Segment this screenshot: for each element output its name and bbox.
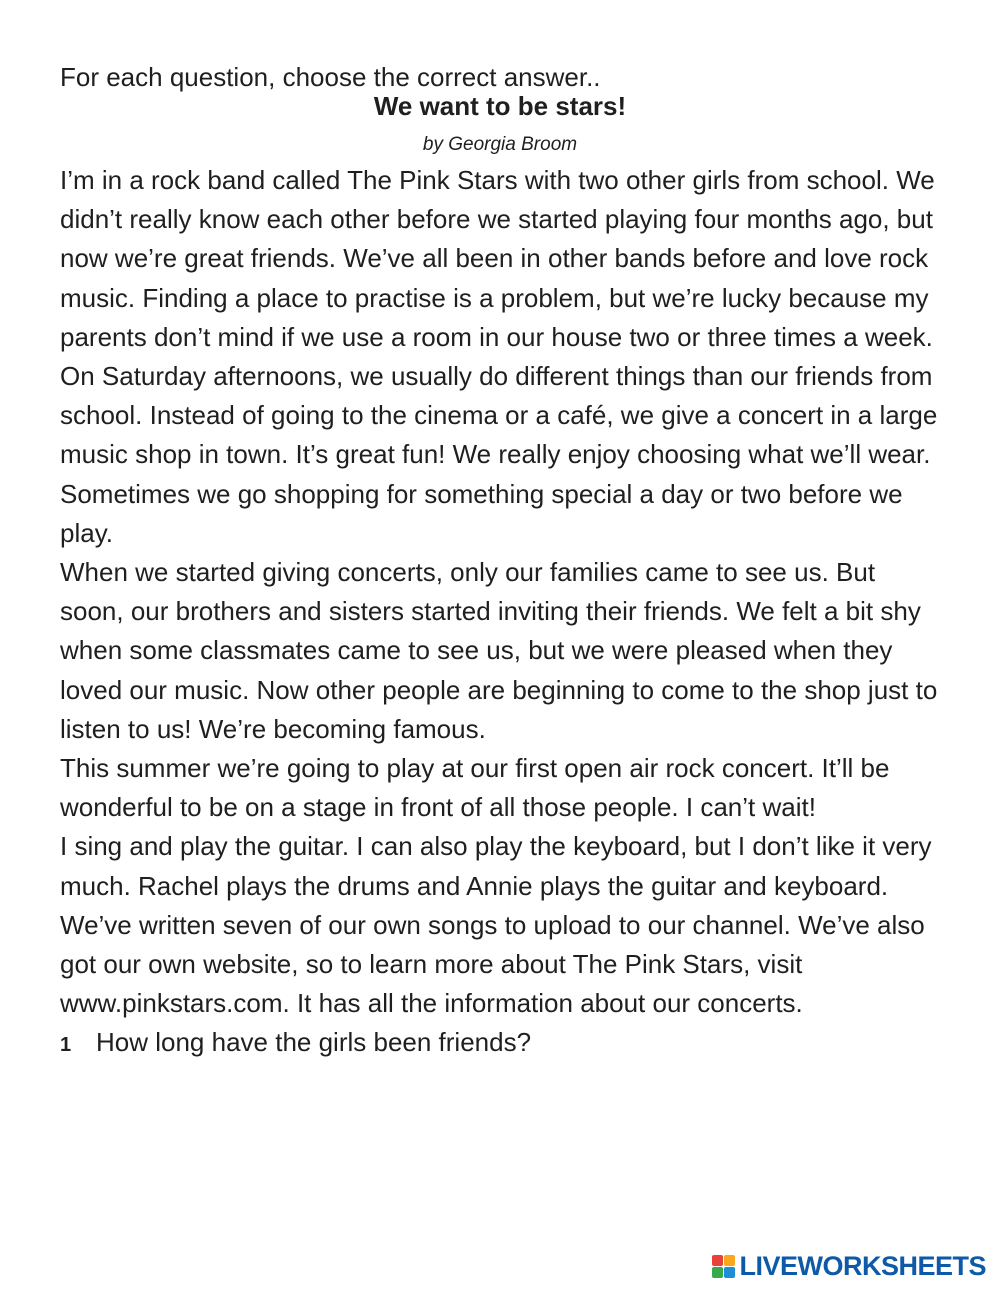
worksheet-page bbox=[60, 58, 940, 1066]
question-1 bbox=[60, 1023, 940, 1065]
logo-block bbox=[724, 1255, 735, 1266]
article-title: We want to be stars! bbox=[373, 91, 627, 121]
liveworksheets-logo[interactable] bbox=[712, 1251, 986, 1282]
question-number: 1 bbox=[60, 1034, 72, 1057]
logo-block bbox=[712, 1267, 723, 1278]
logo-block bbox=[712, 1255, 723, 1266]
logo-text: LIVEWORKSHEETS bbox=[739, 1251, 986, 1281]
article-byline: by Georgia Broom bbox=[422, 134, 578, 155]
instruction-text: For each question, choose the correct answer.. bbox=[60, 62, 601, 92]
logo-block bbox=[724, 1267, 735, 1278]
logo-blocks-icon bbox=[712, 1255, 735, 1278]
article-paragraph-2: On Saturday afternoons, we usually do different things than our friends from school. Instead of going to the cinema or a café, we give a concert in a large music shop in town. It’s great fun! We really enjoy choosing what we’ll wear. Sometimes we go shopping for something special a day or two before we play. bbox=[60, 361, 938, 548]
article-paragraph-5: I sing and play the guitar. I can also play the keyboard, but I don’t like it very much. Rachel plays the drums and Annie plays the guitar and keyboard. We’ve written seven of our own songs to upload to our channel. We’ve also got our own website, so to learn more about The Pink Stars, visit www.pinkstars.com. It has all the information about our concerts. bbox=[60, 831, 932, 1019]
article-paragraph-3: When we started giving concerts, only our families came to see us. But soon, our brothers and sisters started inviting their friends. We felt a bit shy when some classmates came to see us, but we were pleased when they loved our music. Now other people are beginning to come to the shop just to listen to us! We’re becoming famous. bbox=[60, 557, 938, 744]
question-text: How long have the girls been friends? bbox=[96, 1027, 532, 1058]
article-paragraph-1: I’m in a rock band called The Pink Stars with two other girls from school. We didn’t really know each other before we started playing four months ago, but now we’re great friends. We’ve all been in other bands before and love rock music. Finding a place to practise is a problem, but we’re lucky because my parents don’t mind if we use a room in our house two or three times a week. bbox=[60, 165, 935, 352]
article-paragraph-4: This summer we’re going to play at our first open air rock concert. It’ll be wonderful to be on a stage in front of all those people. I can’t wait! bbox=[60, 753, 890, 823]
